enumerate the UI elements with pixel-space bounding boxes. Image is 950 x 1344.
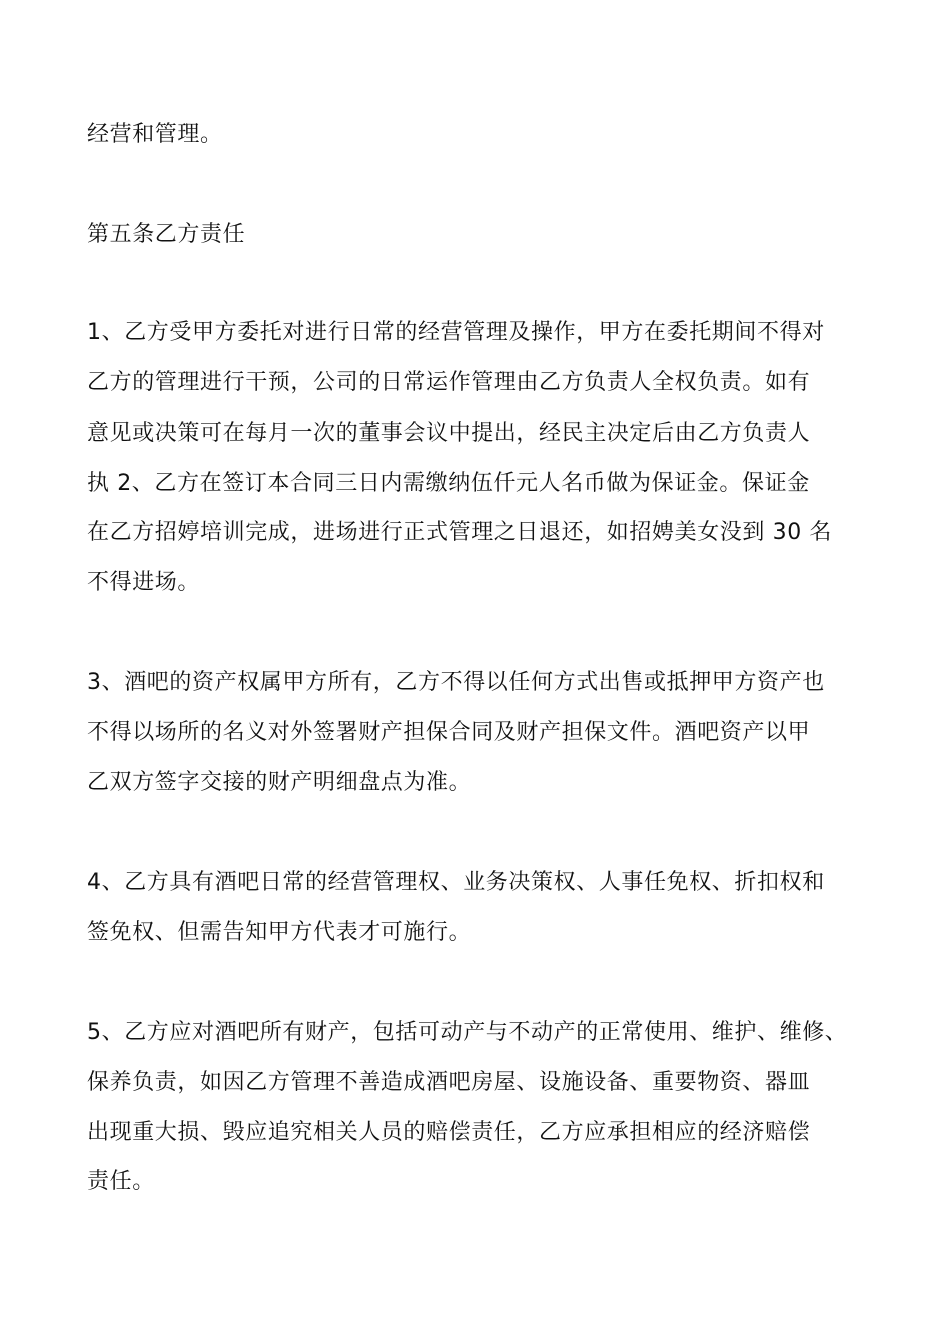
paragraph-line: 4、乙方具有酒吧日常的经营管理权、业务决策权、人事任免权、折扣权和 bbox=[87, 870, 825, 895]
paragraph-line: 出现重大损、毁应追究相关人员的赔偿责任，乙方应承担相应的经济赔偿 bbox=[87, 1120, 811, 1145]
paragraph-line: 1、乙方受甲方委托对进行日常的经营管理及操作，甲方在委托期间不得对 bbox=[87, 320, 825, 345]
paragraph-line: 乙方的管理进行干预，公司的日常运作管理由乙方负责人全权负责。如有 bbox=[87, 370, 811, 395]
section-heading: 第五条乙方责任 bbox=[87, 222, 246, 247]
paragraph-line: 不得以场所的名义对外签署财产担保合同及财产担保文件。酒吧资产以甲 bbox=[87, 720, 811, 745]
paragraph-line: 签免权、但需告知甲方代表才可施行。 bbox=[87, 920, 472, 945]
paragraph-line: 执 2、乙方在签订本合同三日内需缴纳伍仟元人名币做为保证金。保证金 bbox=[87, 471, 810, 496]
paragraph-line: 保养负责，如因乙方管理不善造成酒吧房屋、设施设备、重要物资、器皿 bbox=[87, 1070, 811, 1095]
paragraph-line: 5、乙方应对酒吧所有财产，包括可动产与不动产的正常使用、维护、维修、 bbox=[87, 1020, 848, 1045]
paragraph-line: 意见或决策可在每月一次的董事会议中提出，经民主决定后由乙方负责人 bbox=[87, 421, 811, 446]
paragraph-line: 3、酒吧的资产权属甲方所有，乙方不得以任何方式出售或抵押甲方资产也 bbox=[87, 670, 825, 695]
paragraph-line: 乙双方签字交接的财产明细盘点为准。 bbox=[87, 770, 472, 795]
paragraph-line: 在乙方招婷培训完成，进场进行正式管理之日退还，如招娉美女没到 30 名 bbox=[87, 520, 832, 545]
paragraph-line: 不得进场。 bbox=[87, 570, 201, 595]
paragraph-line: 经营和管理。 bbox=[87, 122, 223, 147]
paragraph-line: 责任。 bbox=[87, 1169, 155, 1194]
